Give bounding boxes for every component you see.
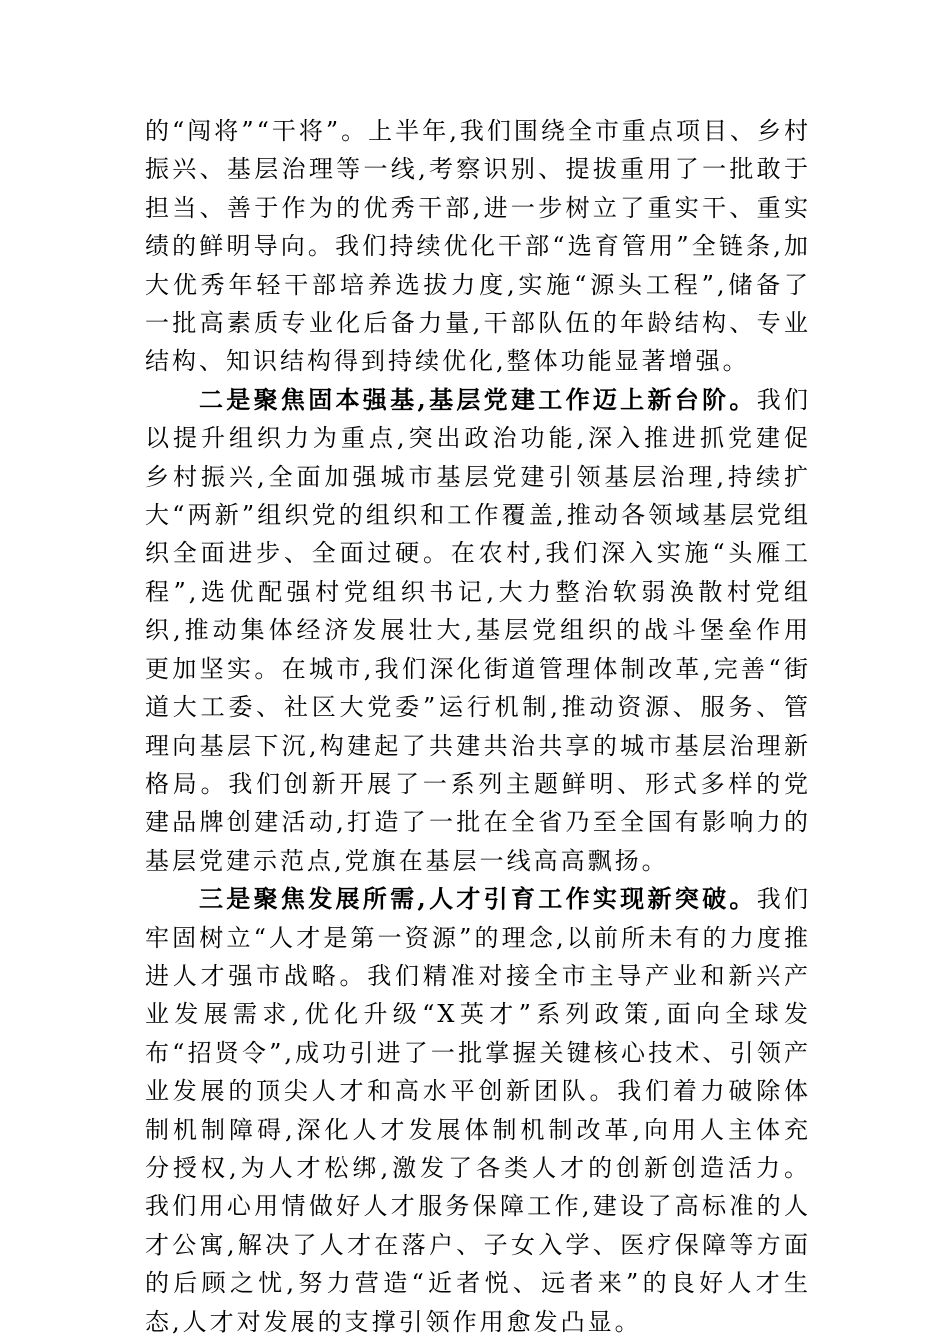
paragraph-text: 的“闯将”“干将”。上半年,我们围绕全市重点项目、乡村振兴、基层治理等一线,考察识别、提拔重用了一批敢于担当、善于作为的优秀干部,进一步树立了重实干、重实绩的鲜明导向。我们持续优化干部“选育管用”全链条,加大优秀年轻干部培养选拔力度,实施“源头工程”,储备了一批高素质专业化后备力量,干部队伍的年龄结构、专业结构、知识结构得到持续优化,整体功能显著增强。 [145, 117, 811, 376]
paragraph-lead: 二是聚焦固本强基,基层党建工作迈上新台阶。 [199, 384, 757, 414]
paragraph-text: 我们以提升组织力为重点,突出政治功能,深入推进抓党建促乡村振兴,全面加强城市基层党建引领基层治理,持续扩大“两新”组织党的组织和工作覆盖,推动各领域基层党组织全面进步、全面过硬。在农村,我们深入实施“头雁工程”,选优配强村党组织书记,大力整治软弱涣散村党组织,推动集体经济发展壮大,基层党组织的战斗堡垒作用更加坚实。在城市,我们深化街道管理体制改革,完善“街道大工委、社区大党委”运行机制,推动资源、服务、管理向基层下沉,构建起了共建共治共享的城市基层治理新格局。我们创新开展了一系列主题鲜明、形式多样的党建品牌创建活动,打造了一批在全省乃至全国有影响力的基层党建示范点,党旗在基层一线高高飘扬。 [145, 385, 812, 875]
document-body [145, 112, 811, 1341]
paragraph-cadre [145, 112, 811, 381]
paragraph-lead: 三是聚焦发展所需,人才引育工作实现新突破。 [199, 884, 757, 914]
paragraph-party-building [145, 381, 811, 880]
paragraph-talent [145, 880, 811, 1341]
paragraph-text: 我们牢固树立“人才是第一资源”的理念,以前所未有的力度推进人才强市战略。我们精准对接全市主导产业和新兴产业发展需求,优化升级“X英才”系列政策,面向全球发布“招贤令”,成功引进了一批掌握关键核心技术、引领产业发展的顶尖人才和高水平创新团队。我们着力破除体制机制障碍,深化人才发展体制机制改革,向用人主体充分授权,为人才松绑,激发了各类人才的创新创造活力。我们用心用情做好人才服务保障工作,建设了高标准的人才公寓,解决了人才在落户、子女入学、医疗保障等方面的后顾之忧,努力营造“近者悦、远者来”的良好人才生态,人才对发展的支撑引领作用愈发凸显。 [145, 885, 812, 1336]
